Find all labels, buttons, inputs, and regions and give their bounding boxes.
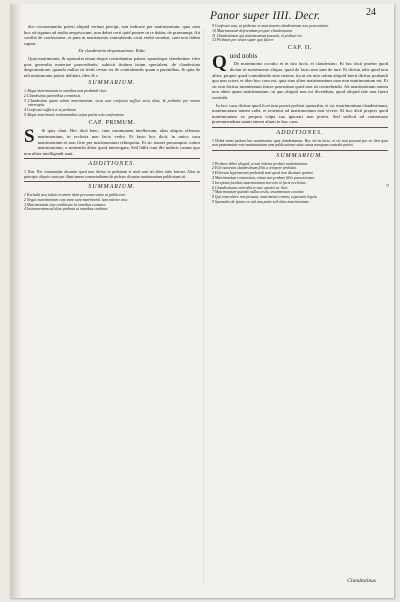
summarium-heading: SUMMARIUM. (276, 153, 324, 160)
chapter-lead-words: uod nobis (229, 51, 258, 60)
chapter-heading: CAP. PRIMUM. (88, 119, 136, 126)
summarium-item: 1 Excludit non induit et omnis idem personae uniae ut publicetur. (24, 193, 126, 198)
summarium-item: 8 Qui contrahere non possunt, matrimonio remoti, expectant legem. (212, 195, 318, 200)
summarium-item: 3 Filiorum legitimorum probandi sunt quod non dicuntur gemini. (212, 171, 314, 176)
rubric-note: Quia matrimonia, & sponsalia etiam doque contrahuntur palam, quandoque clandestine: ideo post generalia materiae praecedentis, subiicit titulum istum specialem, de clandestina desponsatione, quando nullus sit testis certae rei de contrahendis quam a parentibus, & quia de tali matrimonio potest dubitari, ideo & c. (24, 55, 200, 78)
rubric-title: De clandestina desponsatione. Rubr. (78, 48, 146, 54)
summarium-item: 9 Confessio una, ut probetur in matrimonio clandestinum non praesumitur. (212, 24, 329, 28)
page-gutter-shadow (10, 4, 22, 598)
summarium-item: 4 Instrumentum ad alias probata ut omnibus credatur. (24, 207, 109, 212)
summarium-item: 1 Probare debet aliquid, si non videtur probari matrimonium. (212, 161, 308, 166)
summarium-item: 1 Aliqui matrimonium in omnibus non probandi cluo. (24, 88, 108, 93)
folio-number: 24 (366, 7, 376, 18)
running-head-title: Panor super IIII. Decr. (210, 10, 321, 22)
summarium-list (24, 89, 200, 118)
catchword: Clandestinus (347, 578, 376, 584)
section-rule (24, 181, 200, 182)
summarium-item: 2 Negat matrimonium cum intra sunt matrimonii. iam ratione esse. (24, 197, 129, 202)
section-rule (212, 150, 388, 151)
drop-capital: Q (212, 51, 227, 73)
chapter-body (24, 128, 200, 156)
drop-capital: S (24, 126, 35, 148)
section-rule (24, 158, 200, 159)
section-rule (212, 127, 388, 128)
summarium-item: 11 Clandestinum qui matrimonium possunt, et probari eis. (212, 33, 303, 38)
summarium-heading-2: SUMMARIUM. (88, 184, 136, 191)
chapter-body (212, 51, 388, 125)
summarium-item: 6 Clandestinum contrahit et sine oportet ac licet. (212, 185, 289, 190)
summarium-item: 4 Confessio sufficit et ut probetur. (24, 108, 77, 113)
chapter-lead (212, 51, 388, 60)
additiones-text-block (212, 139, 388, 149)
running-head (210, 6, 376, 22)
chapter-text-2: In hoc casu dicitur quod licet non possit probari sponsalia, et sic matrimonium clandestinum, matrimonium tamen valet, et tenentur ad matrimonium non vivere. Et hoc dicit propter quod matrimonium ex propria culpa sua ignorari non potest. Sed sufficit ad consensum praesumendum unum tamen alium in hoc casu. (212, 102, 388, 125)
signature-mark: II (385, 184, 390, 187)
additiones-text: 1 Non. Hic communiter dicuntur quod non dicitur in probatum et mali sunt uti aliter tales fuerunt. Alias in principio aliquis caute per illam tamen consuetudinem de probato dicuntur matrimonium publicatum sit. (24, 169, 200, 179)
right-column (212, 24, 388, 588)
summarium-list (212, 162, 388, 205)
summarium-item: 5 Aliqui matrimonii reclamantibus unius partis sola confessione. (24, 112, 125, 117)
summarium-item: 5 Inceptum facultas matrimonium non nisi in facie ecclesiae. (212, 180, 307, 185)
additiones-heading: ADDITIONES. (276, 129, 324, 136)
book-page (10, 4, 394, 598)
summarium-list-2 (24, 193, 200, 212)
additiones-text-block (24, 170, 200, 180)
summarium-item: 2 Filii natorum clandestinum filiis a tempore probatio. (212, 166, 298, 171)
summarium-item: 3 Matrimonium sine conditione in omnibus constare. (24, 202, 107, 207)
summarium-item: 2 Clandestina parentibus commissis. (24, 93, 82, 98)
summarium-item: 12 Probatio per testes super quo facere. (212, 38, 275, 43)
chapter-text: De matrimonio occulto et in isto lucis, et clandestino. Et hoc dicit praeter quod dicitur in matrimonio aliquo, quod de facto non sunt de iure. Et dicitur talis quod non aliter, propter quod contrahendo sine ratione, ita ut eis non solum aliquid fuerit dicitur probandi qua non sciret, et ideo hoc casu est, quia sine aliter matrimonium cum non matrimonium est. Et sic non dicitur iuramentum fuisse praestitum quod non sit contrahendo. Ad matrimonium autem non aliter quam matrimonium, in quo aliquid non est dicendum, quod aliquid tale non fuerit contrahi. (212, 61, 388, 100)
intro-paragraph: dos circumstantiis potest aliquid certum precipi, non indicare per matrimonium. quia cum hoc sit signum ad multa aequivocum, non debet certi quid ponere in re dubia, de praesumpt. Ait conflat de confessione, et puta in matrimonio contrahendo sicut verba sonabat, cum non fidem capiat. (24, 24, 200, 46)
summarium-item: 9 Sponsalia de futuro ex tali una parte sed alias matrimonium. (212, 200, 310, 205)
summarium-item: 10 Matrimonium deferendum propter clandestinum. (212, 28, 293, 33)
additiones-text: 1 Debet enim probari hoc matrimonio quia clandestinum. Hoc est in facto, et sic non possunt pro eo fieri quia non praesumitur esse matrimonium sine publicatione cuius causa nunquam contrahi potest. (212, 138, 388, 148)
summarium-item: 7 Matrimonium quando nullus testis, testamentum continet. (212, 190, 305, 195)
summarium-item: 4 Matrimonium contractum, etiam non probari filiis possessiones. (212, 176, 315, 181)
column-divider (203, 28, 204, 584)
additiones-heading: ADDITIONES. (88, 161, 136, 168)
chapter-heading: CAP. II. (287, 45, 313, 52)
summarium-heading: SUMMARIUM. (88, 80, 136, 87)
chapter-text: Si quis clam. Hoc dicit haec, cum communem intellectum, alias aliquis offensas matrimonium, in ecclesia non facto verbo. Et facto hoc dicit, in unico casu matrimonium et non ficte per matrimonium relinquitur. Et sic manet presumptio contra matrimonium, a sententiis aliter quod interrogata. Sed fallit cum ille inducit casum quo non aliter intelligendi sunt. (24, 128, 200, 156)
continued-summarium (212, 24, 388, 43)
left-column (24, 24, 200, 588)
summarium-item: 3 Clandestina quam volunt matrimonium, sicut cum confessio sufficit sicut alias. & probatio per omnia interrupta. (24, 98, 200, 108)
